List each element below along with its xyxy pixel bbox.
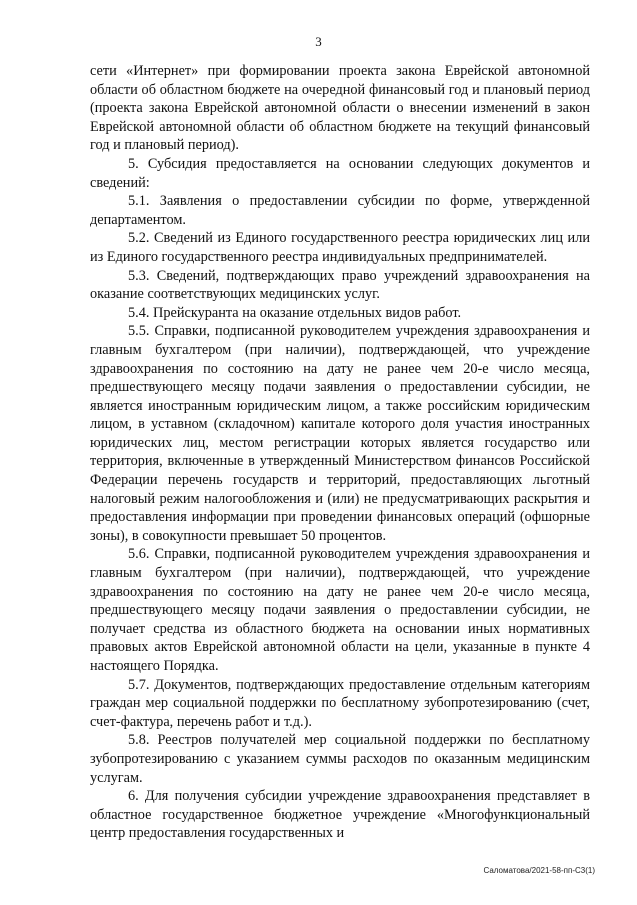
paragraph-item-5-1: 5.1. Заявления о предоставлении субсидии по форме, утвержденной департаментом. <box>90 193 590 228</box>
paragraph-item-5-2: 5.2. Сведений из Единого государственного реестра юридических лиц или из Единого государственного реестра индивидуальных предпринимателей. <box>90 230 590 265</box>
paragraph-item-5-4: 5.4. Прейскуранта на оказание отдельных видов работ. <box>128 304 462 321</box>
paragraph-item-5-5: 5.5. Справки, подписанной руководителем учреждения здравоохранения и главным бухгалтером (при наличии), подтверждающей, что учреждение здравоохранения по состоянию на дату не ранее чем 20-е число месяца, предшествующего месяцу подачи заявления о предоставлении субсидии, не является иностранным юридическим лицом, а также российским юридическим лицом, в уставном (складочном) капитале которого доля участия иностранных юридических лиц, местом регистрации которых является государство или территория, включенные в утвержденный Министерством финансов Российской Федерации перечень государств и территорий, предоставляющих льготный налоговый режим налогообложения и (или) не предусматривающих раскрытия и предоставления информации при проведении финансовых операций (офшорные зоны), в совокупности превышает 50 процентов. <box>90 323 590 544</box>
paragraph-item-5-7: 5.7. Документов, подтверждающих предоставление отдельным категориям граждан мер социальной поддержки по бесплатному зубопротезированию (счет, счет-фактура, перечень работ и т.д.). <box>90 676 590 730</box>
document-code-footer: Саломатова/2021-58-пп-С3(1) <box>483 866 595 875</box>
paragraph-item-5-8: 5.8. Реестров получателей мер социальной поддержки по бесплатному зубопротезированию с указанием суммы расходов по оказанным медицинским услугам. <box>90 732 590 786</box>
paragraph-item-5-6: 5.6. Справки, подписанной руководителем учреждения здравоохранения и главным бухгалтером (при наличии), подтверждающей, что учреждение здравоохранения по состоянию на дату не ранее чем 20-е число месяца, предшествующего месяцу подачи заявления о предоставлении субсидии, не получает средства из областного бюджета на основании иных нормативных правовых актов Еврейской автономной области на цели, указанные в пункте 4 настоящего Порядка. <box>90 546 590 674</box>
paragraph-item-5-3: 5.3. Сведений, подтверждающих право учреждений здравоохранения на оказание соответствующих медицинских услуг. <box>90 267 590 303</box>
paragraph-continuation: сети «Интернет» при формировании проекта закона Еврейской автономной области об областном бюджете на очередной финансовый год и плановый период (проекта закона Еврейской автономной области о внесении изменений в закон Еврейской автономной области об областном бюджете на текущий финансовый год и плановый период). <box>90 63 590 154</box>
page-number: 3 <box>315 34 322 49</box>
document-body <box>90 62 590 843</box>
paragraph-item-5: 5. Субсидия предоставляется на основании следующих документов и сведений: <box>90 155 590 191</box>
paragraph-item-6: 6. Для получения субсидии учреждение здравоохранения представляет в областное государственное бюджетное учреждение «Многофункциональный центр предоставления государственных и <box>90 788 590 842</box>
